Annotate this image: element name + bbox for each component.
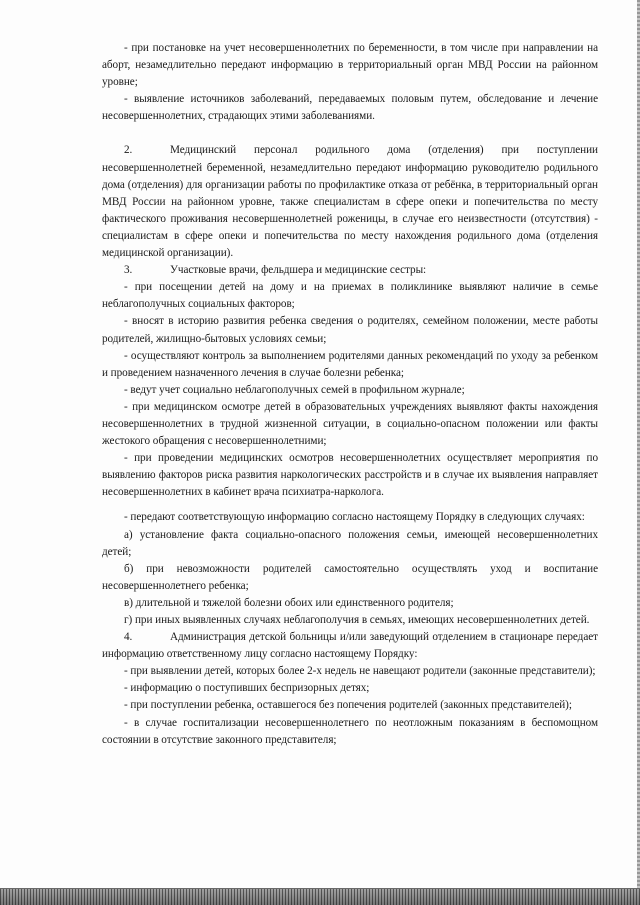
section-number: 4. bbox=[124, 631, 133, 644]
paragraph: - при посещении детей на дому и на приемах в поликлинике выявляют наличие в семье неблагополучных социальных факторов; bbox=[102, 281, 598, 311]
paragraph: - при постановке на учет несовершеннолетних по беременности, в том числе при направлении на аборт, незамедлительно передают информацию в территориальный орган МВД России на районном уровне; bbox=[102, 42, 598, 89]
paragraph: - информацию о поступивших беспризорных детях; bbox=[124, 682, 370, 695]
paragraph bbox=[102, 142, 598, 262]
paragraph: - ведут учет социально неблагополучных семей в профильном журнале; bbox=[124, 383, 465, 396]
paragraph: - вносят в историю развития ребенка сведения о родителях, семейном положении, месте работы родителей, жилищно-бытовых условиях семьи; bbox=[102, 315, 598, 345]
paragraph: а) установление факта социально-опасного положения семьи, имеющей несовершеннолетних детей; bbox=[102, 528, 598, 558]
paragraph: - при проведении медицинских осмотров несовершеннолетних осуществляет мероприятия по выявлению факторов риска развития наркологических расстройств и в случае их выявления направляет несовершеннолетних в кабинет врача психиатра-нарколога. bbox=[102, 452, 598, 499]
paragraph bbox=[102, 262, 598, 279]
paragraph bbox=[102, 629, 598, 663]
paragraph: - в случае госпитализации несовершеннолетнего по неотложным показаниям в беспомощном состоянии в отсутствие законного представителя; bbox=[102, 716, 598, 746]
paragraph-text: Администрация детской больницы и/или заведующий отделением в стационаре передает информацию ответственному лицу согласно настоящему Порядку: bbox=[102, 631, 598, 661]
paragraph: - при поступлении ребенка, оставшегося без попечения родителей (законных представителей); bbox=[124, 699, 572, 712]
paragraph-text: Участковые врачи, фельдшера и медицинские сестры: bbox=[170, 264, 427, 277]
paragraph-text: Медицинский персонал родильного дома (отделения) при поступлении несовершеннолетней беременной, незамедлительно передают информацию руководителю родильного дома (отделения) для организации работы по профилактике отказа от ребёнка, в территориальный орган МВД России на районном уровне, также специалистам в сфере опеки и попечительства по месту фактического проживания несовершеннолетней роженицы, в случае его неизвестности (отсутствия) - специалистам в сфере опеки и попечительства по месту нахождения родильного дома (отделения медицинской организации). bbox=[102, 144, 598, 260]
section-number: 2. bbox=[124, 144, 133, 157]
paragraph: б) при невозможности родителей самостоятельно осуществлять уход и воспитание несовершеннолетнего ребенка; bbox=[102, 562, 598, 592]
scan-edge-bottom bbox=[0, 889, 640, 905]
section-number: 3. bbox=[124, 264, 133, 277]
document-body bbox=[102, 40, 598, 749]
paragraph: в) длительной и тяжелой болезни обоих или единственного родителя; bbox=[124, 596, 454, 609]
paragraph: - передают соответствующую информацию согласно настоящему Порядку в следующих случаях: bbox=[124, 511, 585, 524]
paragraph: - при медицинском осмотре детей в образовательных учреждениях выявляют факты нахождения несовершеннолетних в трудной жизненной ситуации, в социально-опасном положении или факты жестокого обращения с несовершеннолетними; bbox=[102, 400, 598, 448]
paragraph: - осуществляют контроль за выполнением родителями данных рекомендаций по уходу за ребенком и проведением назначенного лечения в случае болезни ребенка; bbox=[102, 349, 598, 379]
paragraph: г) при иных выявленных случаях неблагополучия в семьях, имеющих несовершеннолетних детей. bbox=[124, 614, 590, 626]
paragraph: - при выявлении детей, которых более 2-х недель не навещают родители (законные представители); bbox=[124, 665, 596, 678]
paragraph: - выявление источников заболеваний, передаваемых половым путем, обследование и лечение несовершеннолетних, страдающих этими заболеваниями. bbox=[102, 93, 598, 123]
